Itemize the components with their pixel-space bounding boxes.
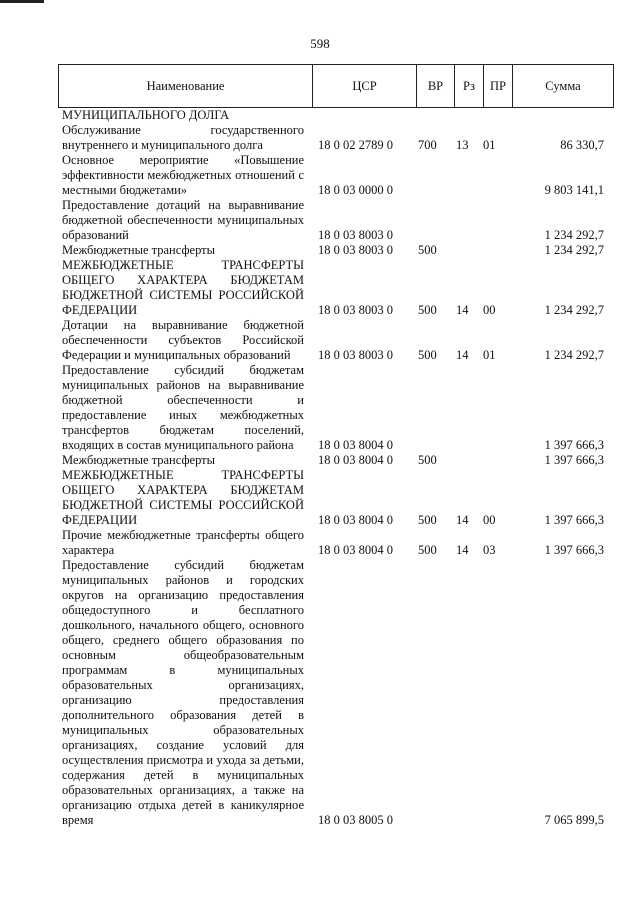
table-row	[0, 123, 640, 153]
row-csr: 18 0 03 8003 0	[318, 243, 393, 257]
row-csr: 18 0 03 8003 0	[318, 228, 393, 242]
row-name: Обслуживание государственного внутреннего и муниципального долга	[62, 123, 304, 152]
table-header	[58, 64, 614, 108]
row-sum: 1 397 666,3	[544, 453, 604, 467]
row-vr: 500	[418, 453, 437, 467]
row-pr: 03	[483, 543, 496, 557]
row-name: Межбюджетные трансферты	[62, 243, 216, 257]
row-csr: 18 0 03 8003 0	[318, 303, 393, 317]
row-sum: 1 234 292,7	[544, 243, 604, 257]
row-name: Дотации на выравнивание бюджетной обеспеченности субъектов Российской Федерации и муниципальных образований	[62, 318, 304, 362]
row-pr: 01	[483, 348, 496, 362]
row-vr: 500	[418, 543, 437, 557]
header-pr: ПР	[484, 65, 513, 108]
header-name: Наименование	[59, 65, 313, 108]
row-sum: 7 065 899,5	[544, 813, 604, 827]
row-rz: 14	[456, 513, 469, 527]
row-name: Предоставление субсидий бюджетам муниципальных районов на выравнивание бюджетной обеспеченности и предоставление иных межбюджетных трансфертов бюджетам поселений, входящих в состав муниципального района	[62, 363, 304, 452]
row-name: МЕЖБЮДЖЕТНЫЕ ТРАНСФЕРТЫ ОБЩЕГО ХАРАКТЕРА БЮДЖЕТАМ БЮДЖЕТНОЙ СИСТЕМЫ РОССИЙСКОЙ ФЕДЕРАЦИИ	[62, 258, 304, 317]
scan-edge-mark	[0, 0, 44, 3]
header-rz: Рз	[455, 65, 484, 108]
table-row	[0, 243, 640, 258]
row-vr: 500	[418, 513, 437, 527]
row-csr: 18 0 03 8004 0	[318, 453, 393, 467]
row-name: Межбюджетные трансферты	[62, 453, 216, 467]
row-name: МУНИЦИПАЛЬНОГО ДОЛГА	[62, 108, 230, 122]
row-sum: 1 397 666,3	[544, 438, 604, 452]
row-sum: 9 803 141,1	[544, 183, 604, 197]
table-row	[0, 528, 640, 558]
row-rz: 14	[456, 543, 469, 557]
row-rz: 14	[456, 348, 469, 362]
row-csr: 18 0 03 8004 0	[318, 438, 393, 452]
header-sum: Сумма	[513, 65, 614, 108]
row-name: МЕЖБЮДЖЕТНЫЕ ТРАНСФЕРТЫ ОБЩЕГО ХАРАКТЕРА БЮДЖЕТАМ БЮДЖЕТНОЙ СИСТЕМЫ РОССИЙСКОЙ ФЕДЕРАЦИИ	[62, 468, 304, 527]
table-row	[0, 468, 640, 528]
table-row	[0, 453, 640, 468]
page-number: 598	[310, 36, 330, 51]
row-sum: 1 234 292,7	[544, 348, 604, 362]
table-row	[0, 108, 640, 123]
row-rz: 13	[456, 138, 469, 152]
row-vr: 500	[418, 243, 437, 257]
row-pr: 00	[483, 303, 496, 317]
row-name: Прочие межбюджетные трансферты общего характера	[62, 528, 304, 557]
row-name: Основное мероприятие «Повышение эффективности межбюджетных отношений с местными бюджетами»	[62, 153, 304, 197]
row-pr: 00	[483, 513, 496, 527]
row-rz: 14	[456, 303, 469, 317]
row-name: Предоставление дотаций на выравнивание бюджетной обеспеченности муниципальных образований	[62, 198, 304, 242]
row-csr: 18 0 03 8004 0	[318, 513, 393, 527]
table-row	[0, 318, 640, 363]
row-vr: 700	[418, 138, 437, 152]
row-name: Предоставление субсидий бюджетам муниципальных районов и городских округов на организацию предоставления общедоступного и бесплатного дошкольного, начального общего, основного общего, среднего общего образования по основным общеобразовательным программам в муниципальных образовательных организациях, организацию предоставления дополнительного образования детей в муниципальных образовательных организациях, создание условий для осуществления присмотра и ухода за детьми, содержания детей в муниципальных образовательных организациях, а также на организацию отдыха детей в каникулярное время	[62, 558, 304, 827]
row-csr: 18 0 03 0000 0	[318, 183, 393, 197]
row-sum: 1 397 666,3	[544, 513, 604, 527]
row-csr: 18 0 03 8003 0	[318, 348, 393, 362]
table-row	[0, 363, 640, 453]
table-body	[0, 108, 640, 828]
header-vr: ВР	[417, 65, 455, 108]
table-row	[0, 558, 640, 828]
row-sum: 1 397 666,3	[544, 543, 604, 557]
row-vr: 500	[418, 348, 437, 362]
row-sum: 86 330,7	[560, 138, 604, 152]
table-row	[0, 198, 640, 243]
row-csr: 18 0 02 2789 0	[318, 138, 393, 152]
table-row	[0, 258, 640, 318]
row-vr: 500	[418, 303, 437, 317]
row-pr: 01	[483, 138, 496, 152]
row-csr: 18 0 03 8004 0	[318, 543, 393, 557]
row-sum: 1 234 292,7	[544, 228, 604, 242]
table-row	[0, 153, 640, 198]
row-sum: 1 234 292,7	[544, 303, 604, 317]
header-csr: ЦСР	[313, 65, 417, 108]
row-csr: 18 0 03 8005 0	[318, 813, 393, 827]
